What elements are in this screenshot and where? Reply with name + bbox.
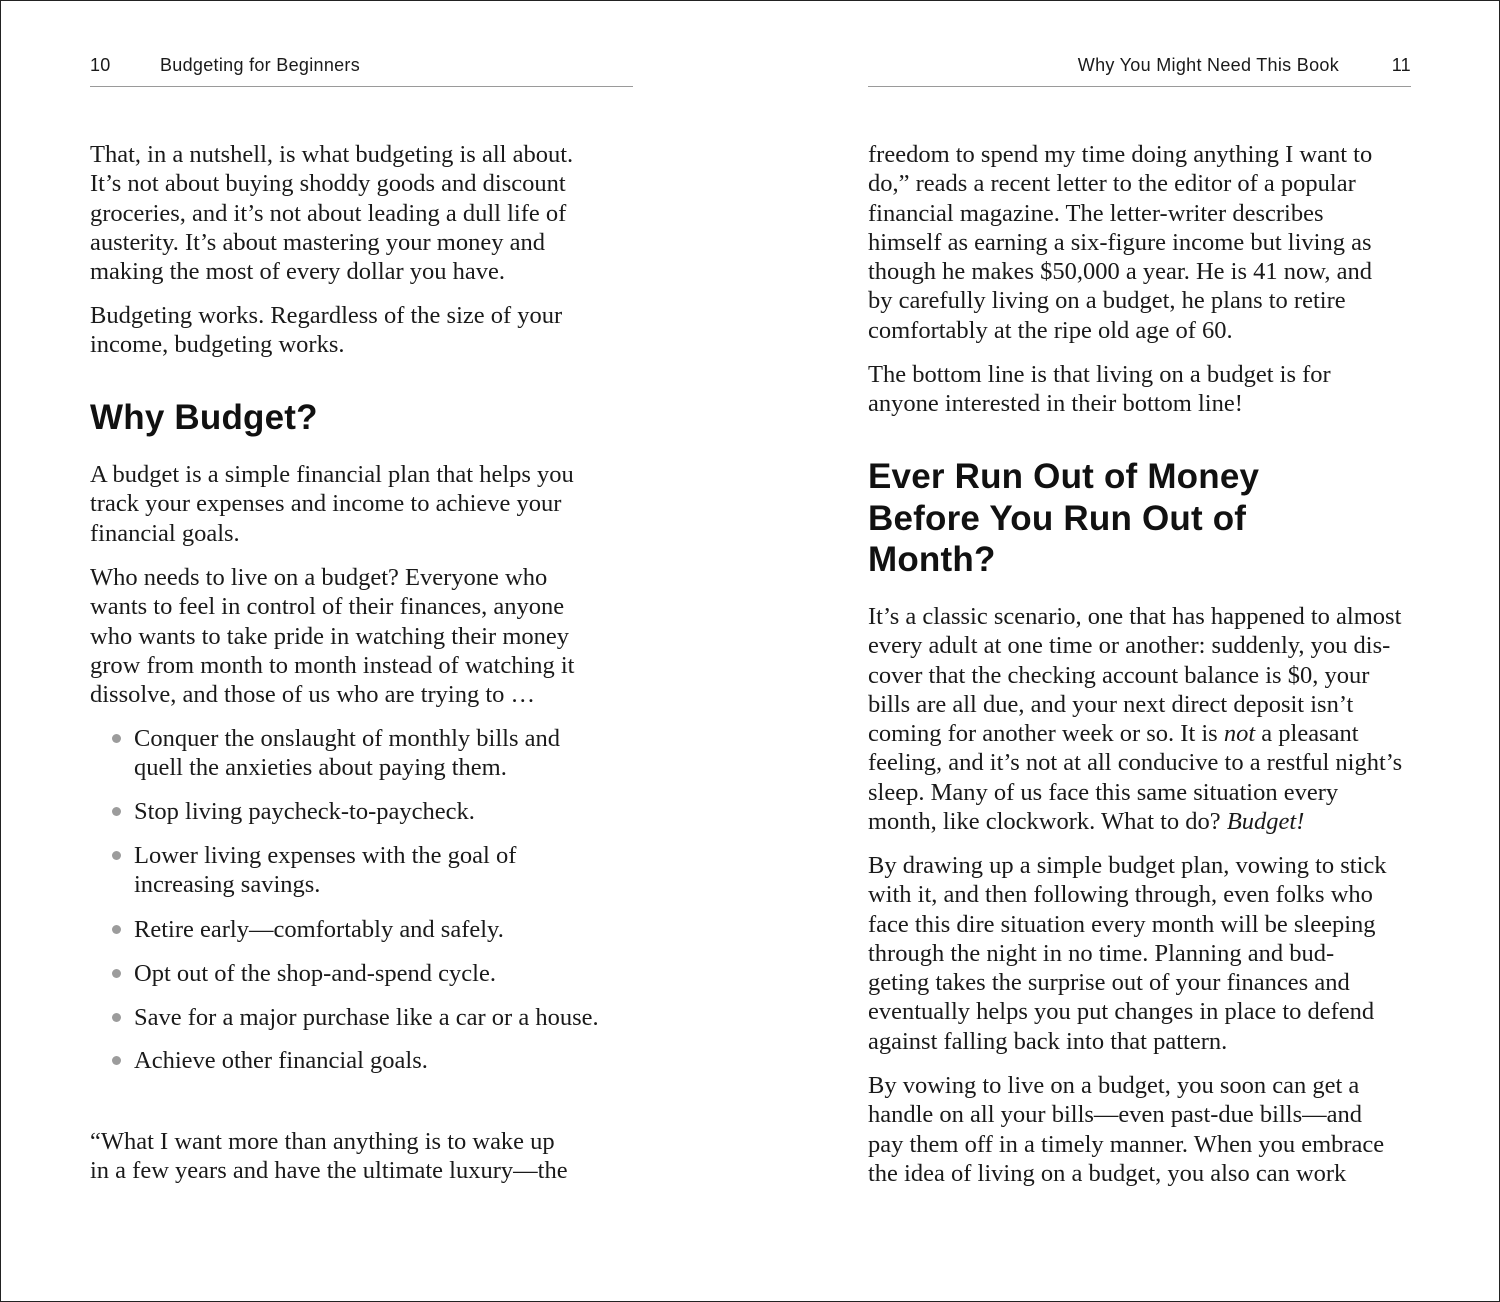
bullet-dot-icon [112,807,121,816]
bullet-dot-icon [112,1013,121,1022]
text-line: through the night in no time. Planning and bud- [868,939,1335,967]
text-line [868,719,1411,748]
running-head-right [868,55,1411,79]
bullet-dot-icon [112,734,121,743]
text-line: It’s a classic scenario, one that has happened to almost [868,603,1402,630]
text-line: grow from month to month instead of watching it [90,651,575,679]
text-line: pay them off in a timely manner. When you embrace [868,1130,1385,1158]
bullet-dot-icon [112,1056,121,1065]
text-line: freedom to spend my time doing anything I want to [868,141,1373,168]
text-line: Stop living paycheck-to-paycheck. [134,798,475,825]
paragraph [90,301,633,360]
text-line: “What I want more than anything is to wake up [90,1128,555,1155]
text-line: The bottom line is that living on a budget is for [868,361,1331,388]
text-line: against falling back into that pattern. [868,1027,1228,1055]
text-line: A budget is a simple financial plan that helps you [90,461,574,488]
heading-line: Before You Run Out of [868,498,1247,538]
text-line: groceries, and it’s not about leading a dull life of [90,199,567,227]
page-number: 10 [90,55,111,75]
header-rule [90,86,633,87]
text-line: Retire early—comfortably and safely. [134,916,504,943]
paragraph [868,1071,1411,1188]
paragraph [90,563,633,709]
text-line: feeling, and it’s not at all conducive to a restful night’s [868,749,1403,777]
text-run: coming for another week or so. It is [868,720,1224,748]
text-line: track your expenses and income to achieve your [90,490,562,518]
text-line: though he makes $50,000 a year. He is 41 now, and [868,258,1372,286]
text-line: anyone interested in their bottom line! [868,390,1243,418]
text-line: cover that the checking account balance is $0, your [868,661,1370,689]
text-line: by carefully living on a budget, he plans to retire [868,287,1346,315]
text-line: Lower living expenses with the goal of [134,842,517,869]
paragraph [868,140,1411,345]
running-title: Budgeting for Beginners [160,55,361,75]
text-line: do,” reads a recent letter to the editor of a popular [868,170,1356,198]
text-line: dissolve, and those of us who are trying to … [90,681,536,709]
text-line: quell the anxieties about paying them. [134,754,507,782]
italic-text: not [1223,720,1256,748]
text-line: Achieve other financial goals. [134,1047,428,1074]
text-line: himself as earning a six-figure income but living as [868,228,1372,256]
paragraph [90,140,633,286]
paragraph [90,460,633,548]
text-line: By drawing up a simple budget plan, vowing to stick [868,852,1387,879]
text-line: Who needs to live on a budget? Everyone who [90,564,548,591]
heading-line: Ever Run Out of Money [868,457,1260,496]
text-run: a pleasant [1255,720,1359,748]
text-line: handle on all your bills—even past-due bills—and [868,1101,1362,1129]
text-line: who wants to take pride in watching their money [90,622,569,650]
quote-paragraph [90,1127,633,1186]
section-heading: Why Budget? [90,398,318,437]
text-line: increasing savings. [134,871,321,899]
text-line: Save for a major purchase like a car or a house. [134,1004,599,1031]
text-line: in a few years and have the ultimate luxury—the [90,1157,568,1185]
paragraph [868,602,1411,836]
text-line: It’s not about buying shoddy goods and discount [90,170,566,198]
text-line: Opt out of the shop-and-spend cycle. [134,960,496,987]
text-line: wants to feel in control of their finances, anyone [90,593,565,621]
text-line: That, in a nutshell, is what budgeting is all about. [90,141,574,168]
text-line: financial magazine. The letter-writer describes [868,199,1324,227]
running-title: Why You Might Need This Book [1077,55,1339,75]
header-rule [868,86,1411,87]
page-number: 11 [1391,55,1411,75]
text-line: sleep. Many of us face this same situation every [868,778,1339,806]
heading-line: Month? [868,540,996,579]
text-line: eventually helps you put changes in place to defend [868,998,1375,1026]
italic-text: Budget! [1226,808,1305,836]
paragraph [868,851,1411,1056]
text-line: making the most of every dollar you have. [90,258,506,286]
text-line: comfortably at the ripe old age of 60. [868,316,1233,344]
text-line: the idea of living on a budget, you also can work [868,1159,1347,1187]
text-line: bills are all due, and your next direct deposit isn’t [868,690,1354,718]
text-line: income, budgeting works. [90,331,345,359]
bullet-dot-icon [112,969,121,978]
text-line: Budgeting works. Regardless of the size of your [90,302,563,329]
text-line: every adult at one time or another: suddenly, you dis- [868,632,1391,660]
text-line: face this dire situation every month will be sleeping [868,910,1376,938]
text-line: geting takes the surprise out of your finances and [868,969,1350,997]
text-run: month, like clockwork. What to do? [868,808,1227,836]
text-line: with it, and then following through, even folks who [868,881,1373,909]
text-line: Conquer the onslaught of monthly bills and [134,725,560,752]
bullet-dot-icon [112,851,121,860]
text-line: austerity. It’s about mastering your money and [90,228,545,256]
text-line: financial goals. [90,519,240,547]
text-line: By vowing to live on a budget, you soon can get a [868,1072,1360,1099]
section-heading [868,456,1259,581]
bullet-dot-icon [112,925,121,934]
paragraph [868,360,1411,419]
text-line [868,807,1411,836]
running-head-left [90,55,633,79]
